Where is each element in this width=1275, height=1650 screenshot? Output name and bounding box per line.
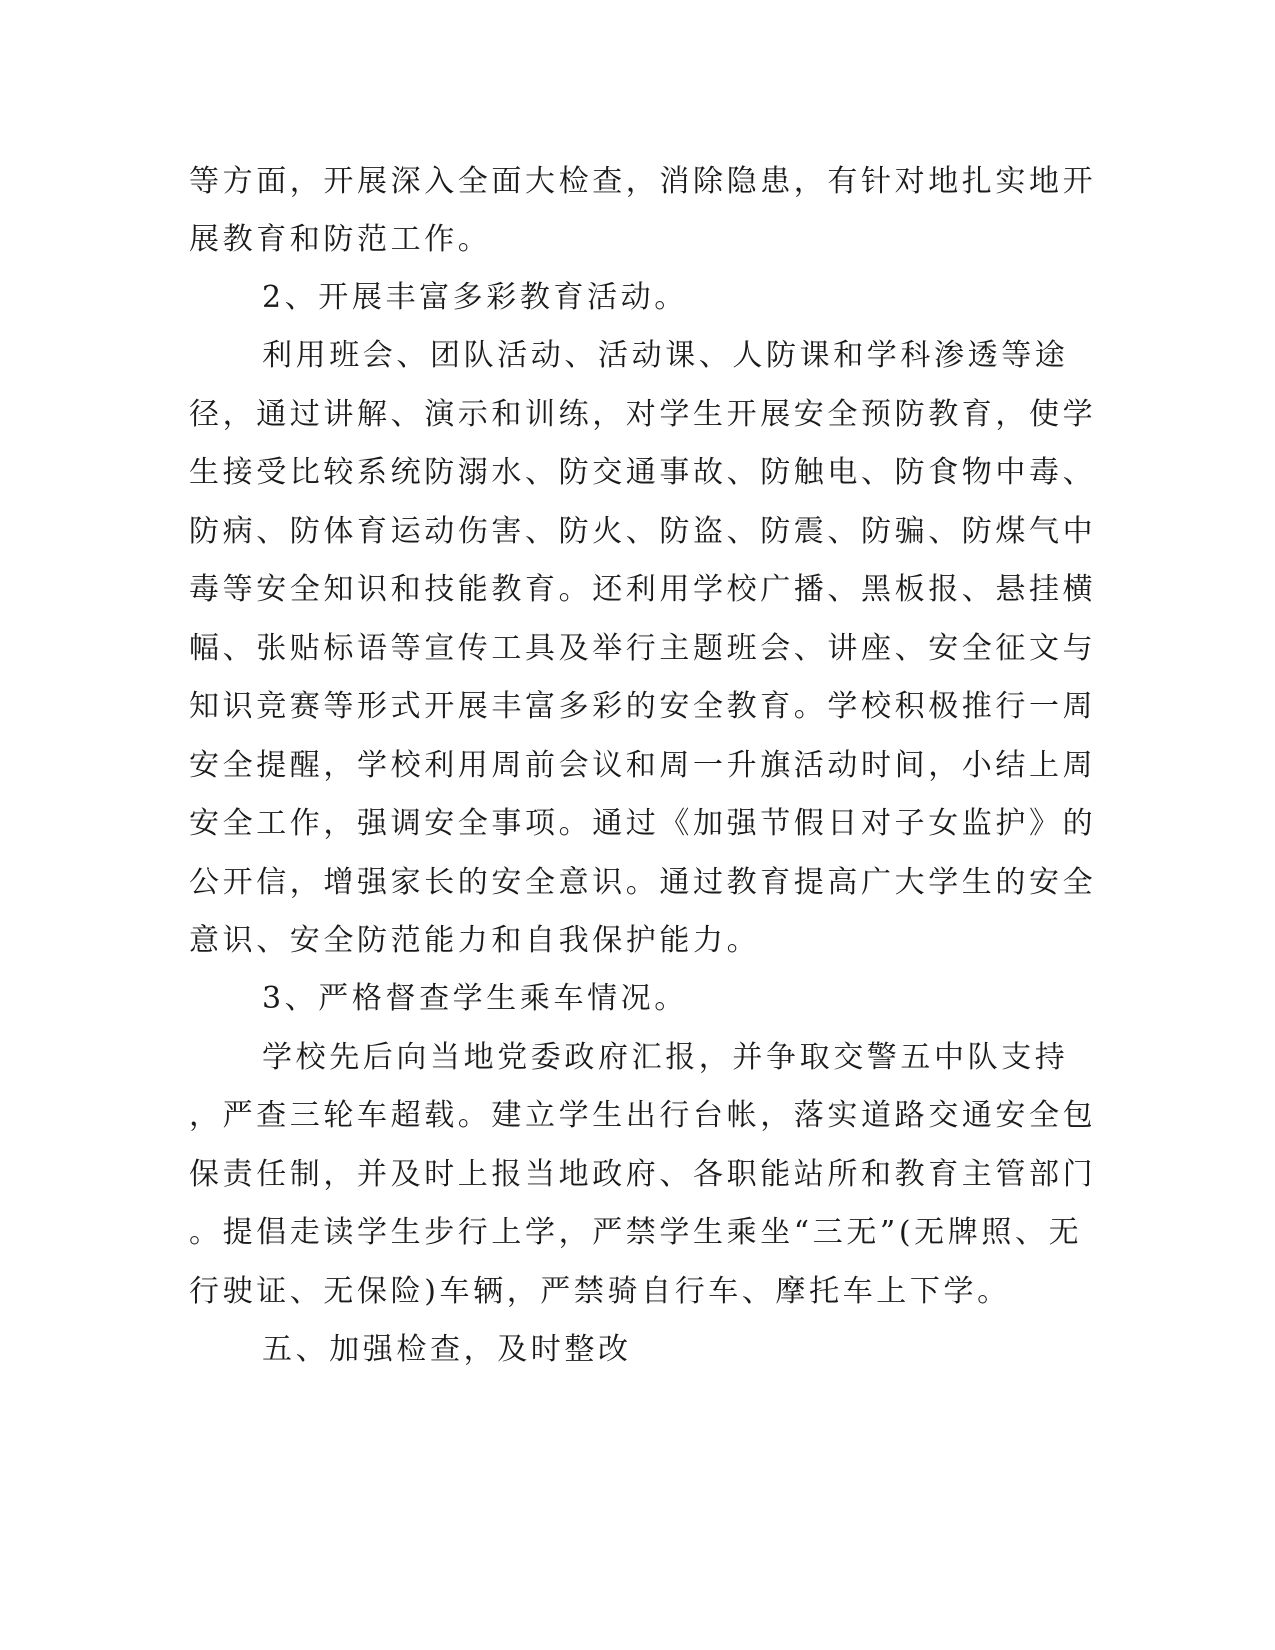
section-heading: 2、开展丰富多彩教育活动。: [262, 280, 688, 315]
body-text-line: 毒等安全知识和技能教育。还利用学校广播、黑板报、悬挂横: [189, 572, 1097, 607]
body-text-line: 利用班会、团队活动、活动课、人防课和学科渗透等途: [262, 338, 1069, 373]
body-text-line: 安全提醒，学校利用周前会议和周一升旗活动时间，小结上周: [189, 748, 1097, 783]
body-text-line: 径，通过讲解、演示和训练，对学生开展安全预防教育，使学: [189, 397, 1097, 432]
body-text-line: 保责任制，并及时上报当地政府、各职能站所和教育主管部门: [189, 1157, 1097, 1192]
body-text-line: 等方面，开展深入全面大检查，消除隐患，有针对地扎实地开: [189, 164, 1097, 199]
body-text-line: 生接受比较系统防溺水、防交通事故、防触电、防食物中毒、: [189, 455, 1097, 490]
body-text-line: 防病、防体育运动伤害、防火、防盗、防震、防骗、防煤气中: [189, 514, 1097, 549]
body-text-line: 幅、张贴标语等宣传工具及举行主题班会、讲座、安全征文与: [189, 631, 1097, 666]
body-text-line: 安全工作，强调安全事项。通过《加强节假日对子女监护》的: [189, 806, 1097, 841]
body-text-line: 学校先后向当地党委政府汇报，并争取交警五中队支持: [262, 1040, 1069, 1075]
body-text-line: 知识竞赛等形式开展丰富多彩的安全教育。学校积极推行一周: [189, 689, 1097, 724]
section-heading: 五、加强检查，及时整改: [262, 1332, 632, 1367]
body-text-line: 行驶证、无保险)车辆，严禁骑自行车、摩托车上下学。: [189, 1274, 1011, 1309]
section-heading: 3、严格督查学生乘车情况。: [262, 981, 688, 1016]
body-text-line: ，严查三轮车超载。建立学生出行台帐，落实道路交通安全包: [189, 1098, 1097, 1133]
body-text-line: 公开信，增强家长的安全意识。通过教育提高广大学生的安全: [189, 865, 1097, 900]
body-text-line: 展教育和防范工作。: [189, 222, 492, 257]
body-text-line: 。提倡走读学生步行上学，严禁学生乘坐“三无”(无牌照、无: [189, 1215, 1083, 1250]
body-text-line: 意识、安全防范能力和自我保护能力。: [189, 923, 761, 958]
